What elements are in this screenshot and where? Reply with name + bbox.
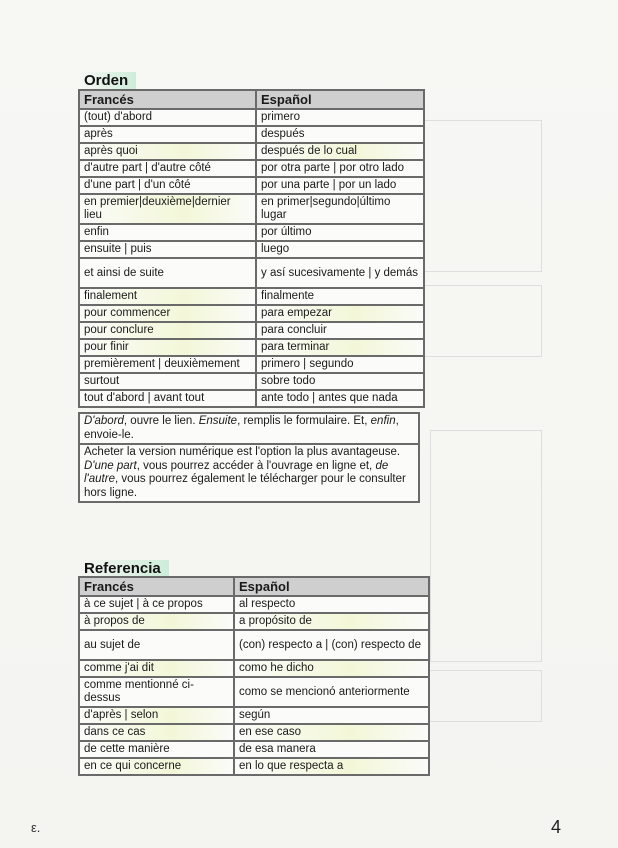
table-row bbox=[79, 305, 424, 322]
orden-header-row bbox=[79, 90, 424, 109]
orden-title: Orden bbox=[80, 72, 136, 90]
fr-cell: à propos de bbox=[79, 613, 234, 630]
es-cell: ante todo | antes que nada bbox=[256, 390, 424, 407]
fr-cell: pour conclure bbox=[79, 322, 256, 339]
referencia-header-row bbox=[79, 577, 429, 596]
fr-cell: de cette manière bbox=[79, 741, 234, 758]
fr-cell: tout d'abord | avant tout bbox=[79, 390, 256, 407]
fr-cell: d'après | selon bbox=[79, 707, 234, 724]
example-1-keyword: D'abord bbox=[84, 415, 124, 427]
table-row bbox=[79, 356, 424, 373]
table-row bbox=[79, 258, 424, 288]
es-cell: en lo que respecta a bbox=[234, 758, 429, 775]
es-cell: en primer|segundo|último lugar bbox=[256, 194, 424, 224]
page-number: 4 bbox=[551, 817, 562, 837]
es-cell: después bbox=[256, 126, 424, 143]
es-cell: de esa manera bbox=[234, 741, 429, 758]
table-row bbox=[79, 677, 429, 707]
es-cell: primero bbox=[256, 109, 424, 126]
referencia-col-es: Español bbox=[234, 577, 429, 596]
table-row bbox=[79, 143, 424, 160]
example-2-keyword: D'une part bbox=[84, 459, 137, 472]
ghost-table-3 bbox=[430, 430, 542, 662]
table-row bbox=[79, 724, 429, 741]
example-1-keyword: Ensuite bbox=[198, 415, 238, 427]
fr-cell: à ce sujet | à ce propos bbox=[79, 596, 234, 613]
es-cell: luego bbox=[256, 241, 424, 258]
es-cell: y así sucesivamente | y demás bbox=[256, 258, 424, 288]
fr-cell: comme j'ai dit bbox=[79, 660, 234, 677]
es-cell: por una parte | por un lado bbox=[256, 177, 424, 194]
es-cell: para terminar bbox=[256, 339, 424, 356]
es-cell: después de lo cual bbox=[256, 143, 424, 160]
fr-cell: en ce qui concerne bbox=[79, 758, 234, 775]
orden-col-es: Español bbox=[256, 90, 424, 109]
fr-cell: ensuite | puis bbox=[79, 241, 256, 258]
orden-table bbox=[78, 89, 425, 408]
table-row bbox=[79, 339, 424, 356]
referencia-col-fr: Francés bbox=[79, 577, 234, 596]
fr-cell: dans ce cas bbox=[79, 724, 234, 741]
fr-cell: d'autre part | d'autre côté bbox=[79, 160, 256, 177]
table-row bbox=[79, 758, 429, 775]
es-cell: para empezar bbox=[256, 305, 424, 322]
es-cell: como he dicho bbox=[234, 660, 429, 677]
es-cell: para concluir bbox=[256, 322, 424, 339]
fr-cell: enfin bbox=[79, 224, 256, 241]
table-row bbox=[79, 322, 424, 339]
handwritten-mark: ε. bbox=[31, 820, 41, 835]
examples-box bbox=[78, 412, 420, 503]
fr-cell: surtout bbox=[79, 373, 256, 390]
table-row bbox=[79, 224, 424, 241]
example-2-keyword: de l'autre bbox=[84, 459, 389, 485]
table-row bbox=[79, 390, 424, 407]
example-2-text: , vous pourrez également le télécharger pour le consulter hors ligne. bbox=[84, 473, 406, 499]
es-cell: por último bbox=[256, 224, 424, 241]
table-row bbox=[79, 613, 429, 630]
fr-cell: pour commencer bbox=[79, 305, 256, 322]
referencia-table bbox=[78, 576, 430, 776]
es-cell: como se mencionó anteriormente bbox=[234, 677, 429, 707]
fr-cell: comme mentionné ci-dessus bbox=[79, 677, 234, 707]
es-cell: (con) respecto a | (con) respecto de bbox=[234, 630, 429, 660]
referencia-title: Referencia bbox=[80, 560, 169, 578]
table-row bbox=[79, 160, 424, 177]
ghost-table-1 bbox=[420, 120, 542, 272]
fr-cell: et ainsi de suite bbox=[79, 258, 256, 288]
example-1-text: , remplis le formulaire. Et, bbox=[237, 415, 371, 427]
example-1 bbox=[80, 414, 418, 445]
example-1-text: , ouvre le lien. bbox=[123, 415, 199, 427]
es-cell: al respecto bbox=[234, 596, 429, 613]
table-row bbox=[79, 741, 429, 758]
table-row bbox=[79, 373, 424, 390]
table-row bbox=[79, 288, 424, 305]
es-cell: primero | segundo bbox=[256, 356, 424, 373]
table-row bbox=[79, 177, 424, 194]
es-cell: en ese caso bbox=[234, 724, 429, 741]
es-cell: finalmente bbox=[256, 288, 424, 305]
table-row bbox=[79, 194, 424, 224]
table-row bbox=[79, 126, 424, 143]
es-cell: según bbox=[234, 707, 429, 724]
fr-cell: pour finir bbox=[79, 339, 256, 356]
table-row bbox=[79, 241, 424, 258]
fr-cell: finalement bbox=[79, 288, 256, 305]
fr-cell: premièrement | deuxièmement bbox=[79, 356, 256, 373]
es-cell: sobre todo bbox=[256, 373, 424, 390]
example-2 bbox=[80, 445, 418, 501]
fr-cell: (tout) d'abord bbox=[79, 109, 256, 126]
fr-cell: après bbox=[79, 126, 256, 143]
example-2-text: Acheter la version numérique est l'option la plus avantageuse. bbox=[84, 446, 401, 458]
table-row bbox=[79, 660, 429, 677]
table-row bbox=[79, 707, 429, 724]
fr-cell: au sujet de bbox=[79, 630, 234, 660]
example-1-text: , envoie-le. bbox=[84, 415, 399, 441]
example-2-text: , vous pourrez accéder à l'ouvrage en ligne et, bbox=[136, 459, 376, 472]
table-row bbox=[79, 109, 424, 126]
es-cell: por otra parte | por otro lado bbox=[256, 160, 424, 177]
es-cell: a propósito de bbox=[234, 613, 429, 630]
fr-cell: après quoi bbox=[79, 143, 256, 160]
table-row bbox=[79, 630, 429, 660]
example-1-keyword: enfin bbox=[370, 415, 396, 427]
fr-cell: en premier|deuxième|dernier lieu bbox=[79, 194, 256, 224]
table-row bbox=[79, 596, 429, 613]
fr-cell: d'une part | d'un côté bbox=[79, 177, 256, 194]
orden-col-fr: Francés bbox=[79, 90, 256, 109]
